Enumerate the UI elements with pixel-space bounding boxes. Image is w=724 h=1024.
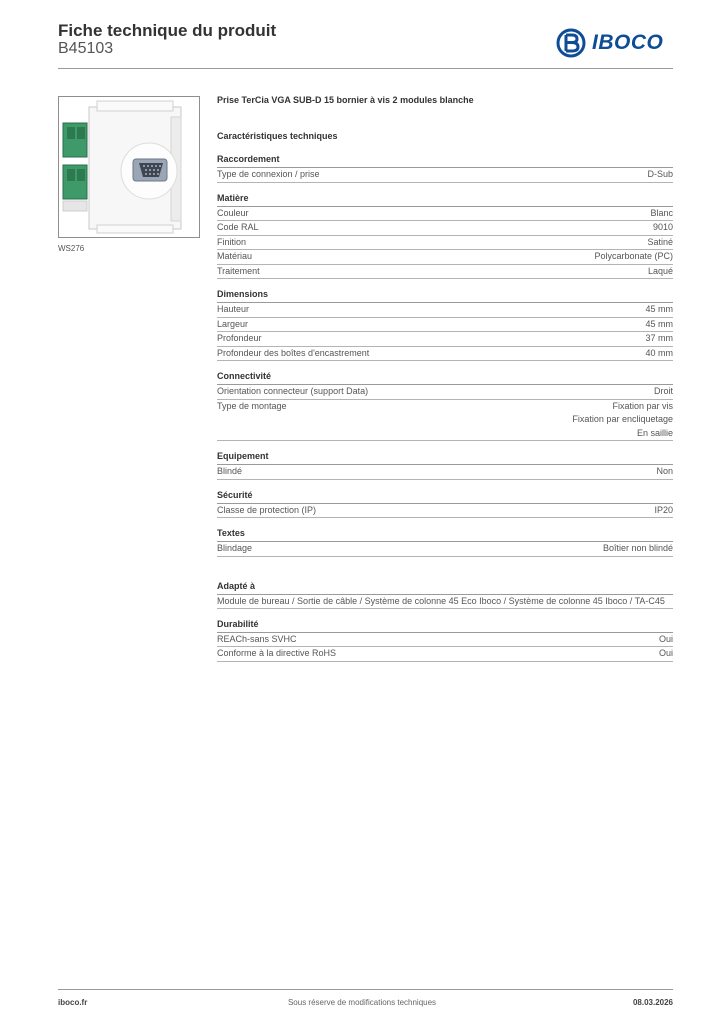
spec-section	[217, 193, 673, 280]
section-title: Dimensions	[217, 289, 673, 303]
spec-row	[217, 318, 673, 333]
spec-label: Finition	[217, 236, 247, 247]
spec-row	[217, 207, 673, 222]
section-durability	[217, 619, 673, 662]
image-caption: WS276	[58, 244, 85, 253]
spec-row	[217, 385, 673, 400]
spec-row	[217, 465, 673, 480]
spec-row	[217, 265, 673, 280]
spec-label: Conforme à la directive RoHS	[217, 648, 337, 658]
spec-section	[217, 528, 673, 557]
spec-label: Type de connexion / prise	[217, 169, 320, 179]
spec-label: Largeur	[217, 318, 249, 329]
spec-value: Oui	[658, 648, 673, 658]
spec-label: Couleur	[217, 207, 249, 218]
brand-name: IBOCO	[592, 31, 664, 54]
product-name: Prise TerCia VGA SUB-D 15 bornier à vis 2 modules blanche	[217, 95, 474, 105]
spec-section	[217, 289, 673, 361]
spec-row	[217, 332, 673, 347]
spec-label: Blindage	[217, 543, 253, 553]
spec-value: 40 mm	[645, 347, 673, 358]
spec-label: Orientation connecteur (support Data)	[217, 386, 369, 396]
spec-value: Non	[656, 466, 673, 476]
spec-value: 37 mm	[645, 333, 673, 343]
spec-row	[217, 303, 673, 318]
spec-label: Hauteur	[217, 304, 250, 314]
spec-row	[217, 542, 673, 557]
spec-row	[217, 250, 673, 265]
product-code: B45103	[58, 40, 114, 57]
spec-value: 45 mm	[645, 304, 673, 314]
section-adapted	[217, 581, 673, 609]
section-title: Sécurité	[217, 490, 673, 504]
spec-row	[217, 504, 673, 519]
spec-label: Classe de protection (IP)	[217, 504, 317, 515]
spec-value: Polycarbonate (PC)	[594, 251, 673, 261]
main-heading: Caractéristiques techniques	[217, 131, 338, 141]
spec-value: IP20	[654, 504, 673, 515]
footer-divider	[58, 989, 673, 990]
spec-section	[217, 451, 673, 480]
spec-row	[217, 221, 673, 236]
spec-row	[217, 347, 673, 362]
spec-label: Profondeur	[217, 333, 262, 343]
section-title: Textes	[217, 528, 673, 542]
spec-value: Laqué	[647, 265, 673, 276]
footer-disclaimer: Sous réserve de modifications techniques	[287, 998, 437, 1007]
spec-value: 45 mm	[645, 318, 673, 329]
spec-value: Droit	[653, 386, 673, 396]
spec-section	[217, 154, 673, 183]
page-title: Fiche technique du produit	[58, 21, 277, 40]
spec-label: Type de montage	[217, 400, 287, 411]
spec-value: Boîtier non blindé	[602, 543, 673, 553]
spec-row	[217, 168, 673, 183]
spec-section	[217, 371, 673, 441]
spec-value: Oui	[658, 633, 673, 644]
spec-label: Profondeur des boîtes d'encastrement	[217, 347, 370, 358]
spec-row	[217, 633, 673, 648]
spec-value: D-Sub	[647, 169, 673, 179]
spec-row	[217, 647, 673, 662]
spec-label: Matériau	[217, 251, 253, 261]
vga-socket-module-icon	[59, 97, 199, 237]
footer-website[interactable]: iboco.fr	[58, 998, 88, 1007]
iboco-logo-icon	[556, 28, 588, 58]
footer-date: 08.03.2026	[632, 998, 673, 1007]
section-title: Matière	[217, 193, 673, 207]
spec-row	[217, 400, 673, 442]
section-title: Adapté à	[217, 581, 673, 595]
section-title: Equipement	[217, 451, 673, 465]
spec-label: Blindé	[217, 466, 243, 476]
header-divider	[58, 68, 673, 69]
spec-label: Code RAL	[217, 222, 259, 232]
adapted-text: Module de bureau / Sortie de câble / Système de colonne 45 Eco Iboco / Système de colonne 45 Iboco / TA-C45	[217, 595, 673, 609]
spec-label: Traitement	[217, 265, 260, 276]
spec-sections	[217, 154, 673, 557]
section-title: Connectivité	[217, 371, 673, 385]
product-image	[58, 96, 200, 238]
section-title: Durabilité	[217, 619, 673, 633]
spec-value: Satiné	[647, 236, 673, 247]
spec-label: REACh-sans SVHC	[217, 633, 297, 644]
spec-section	[217, 490, 673, 519]
brand-logo[interactable]	[556, 28, 674, 58]
spec-content	[217, 95, 673, 662]
spec-row	[217, 236, 673, 251]
spec-value: Fixation par vis Fixation par encliquetage En saillie	[572, 400, 673, 438]
spec-value: Blanc	[650, 207, 673, 218]
section-title: Raccordement	[217, 154, 673, 168]
spec-value: 9010	[652, 222, 673, 232]
